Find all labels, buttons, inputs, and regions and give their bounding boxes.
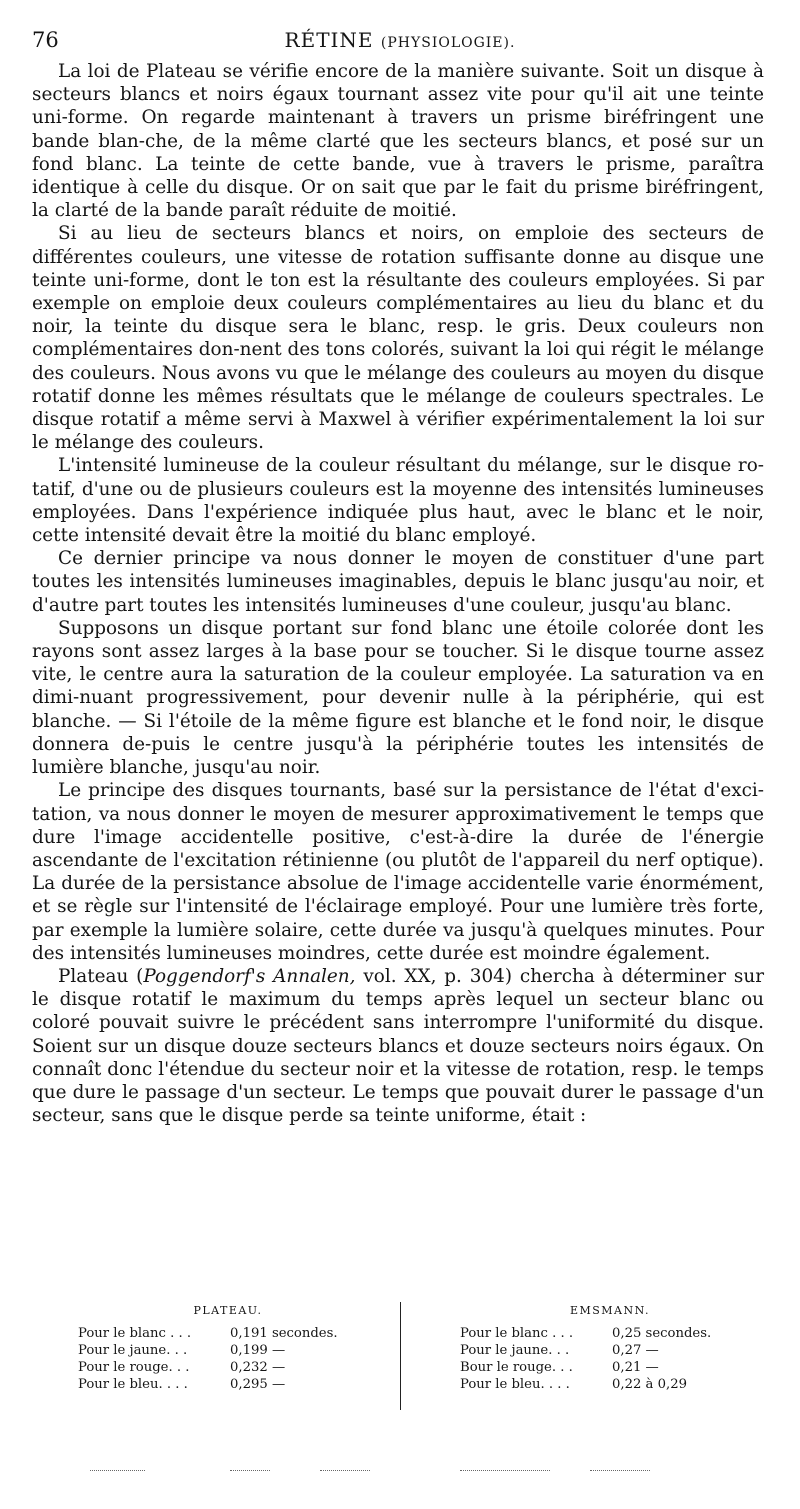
running-head-title: RÉTINE bbox=[284, 28, 374, 52]
row-label: Pour le bleu. . . . bbox=[460, 1377, 570, 1392]
body-text bbox=[32, 60, 764, 1127]
row-label: Pour le jaune. . . bbox=[78, 1343, 188, 1358]
table-row bbox=[460, 1359, 760, 1376]
table-row bbox=[78, 1325, 378, 1342]
paragraph: Supposons un disque portant sur fond blanc une étoile colorée dont les rayons sont assez larges à la base pour se toucher. Si le disque tourne assez vite, le centre aura la saturation de la couleur employée. La saturation va en dimi-nuant progressivement, pour devenir nulle à la périphérie, qui est blanche. — Si l'étoile de la même figure est blanche et le fond noir, le disque donnera de-puis le centre jusqu'à la périphérie toutes les intensités de lumière blanche, jusqu'au noir. bbox=[32, 617, 764, 779]
paragraph-text: vol. XX, p. 304) chercha à déterminer sur le disque rotatif le maximum du temps après lequel un secteur blanc ou coloré pouvait suivre le précédent sans interrompre l'uniformité du disque. Soient sur un disque douze secteurs blancs et douze secteurs noirs égaux. On connaît donc l'étendue du secteur noir et la vitesse de rotation, resp. le temps que dure le passage d'un secteur. Le temps que pouvait durer le passage d'un secteur, sans que le disque perde sa teinte uniforme, était : bbox=[32, 965, 764, 1127]
table-row bbox=[78, 1359, 378, 1376]
column-divider bbox=[400, 1302, 401, 1410]
table-row bbox=[460, 1376, 760, 1393]
row-label: Bour le rouge. . . bbox=[460, 1360, 573, 1375]
paragraph-text: Plateau ( bbox=[58, 965, 144, 987]
paragraph-plateau bbox=[32, 965, 764, 1127]
footer-rule bbox=[90, 1470, 650, 1474]
emsmann-table bbox=[460, 1302, 760, 1393]
row-value: 0,21 — bbox=[612, 1360, 659, 1375]
row-label: Pour le rouge. . . bbox=[78, 1360, 190, 1375]
running-head bbox=[32, 28, 768, 52]
paragraph: Le principe des disques tournants, basé sur la persistance de l'état d'exci-tation, va nous donner le moyen de mesurer approximativement le temps que dure l'image accidentelle positive, c'est-à-dire la durée de l'énergie ascendante de l'excitation rétinienne (ou plutôt de l'appareil du nerf optique). La durée de la persistance absolue de l'image accidentelle varie énormément, et se règle sur l'intensité de l'éclairage employé. Pour une lumière très forte, par exemple la lumière solaire, cette durée va jusqu'à quelques minutes. Pour des intensités lumineuses moindres, cette durée est moindre également. bbox=[32, 780, 764, 964]
row-label: Pour le blanc . . . bbox=[78, 1326, 192, 1341]
row-value: 0,199 — bbox=[230, 1343, 286, 1358]
table-row bbox=[78, 1376, 378, 1393]
row-value: 0,22 à 0,29 bbox=[612, 1377, 687, 1392]
table-row bbox=[460, 1342, 760, 1359]
running-head-subtitle: (PHYSIOLOGIE). bbox=[380, 35, 516, 51]
row-value: 0,295 — bbox=[230, 1377, 286, 1392]
table-heading: EMSMANN. bbox=[569, 1304, 651, 1317]
row-label: Pour le blanc . . . bbox=[460, 1326, 574, 1341]
table-heading: PLATEAU. bbox=[193, 1304, 263, 1317]
row-value: 0,27 — bbox=[612, 1343, 659, 1358]
row-label: Pour le bleu. . . . bbox=[78, 1377, 188, 1392]
row-label: Pour le jaune. . . bbox=[460, 1343, 570, 1358]
row-value: 0,191 secondes. bbox=[230, 1326, 338, 1341]
table-row bbox=[78, 1342, 378, 1359]
row-value: 0,25 secondes. bbox=[612, 1326, 712, 1341]
paragraph: L'intensité lumineuse de la couleur résultant du mélange, sur le disque ro-tatif, d'une ou de plusieurs couleurs est la moyenne des intensités lumineuses employées. Dans l'expérience indiquée plus haut, avec le blanc et le noir, cette intensité devait être la moitié du blanc employé. bbox=[32, 455, 764, 547]
journal-citation: Poggendorf's Annalen, bbox=[143, 965, 356, 987]
paragraph: Si au lieu de secteurs blancs et noirs, on emploie des secteurs de différentes couleurs, une vitesse de rotation suffisante donne au disque une teinte uni-forme, dont le ton est la résultante des couleurs employées. Si par exemple on emploie deux couleurs complémentaires au lieu du blanc et du noir, la teinte du disque sera le blanc, resp. le gris. Deux couleurs non complémentaires don-nent des tons colorés, suivant la loi qui régit le mélange des couleurs. Nous avons vu que le mélange des couleurs au moyen du disque rotatif donne les mêmes résultats que le mélange de couleurs spectrales. Le disque rotatif a même servi à Maxwel à vérifier expérimentalement la loi sur le mélange des couleurs. bbox=[32, 223, 764, 454]
page-number: 76 bbox=[32, 28, 59, 52]
plateau-table bbox=[78, 1302, 378, 1393]
page-header bbox=[32, 24, 768, 54]
row-value: 0,232 — bbox=[230, 1360, 286, 1375]
paragraph: La loi de Plateau se vérifie encore de la manière suivante. Soit un disque à secteurs blancs et noirs égaux tournant assez vite pour qu'il ait une teinte uni-forme. On regarde maintenant à travers un prisme biréfringent une bande blan-che, de la même clarté que les secteurs blancs, et posé sur un fond blanc. La teinte de cette bande, vue à travers le prisme, paraîtra identique à celle du disque. Or on sait que par le fait du prisme biréfringent, la clarté de la bande paraît réduite de moitié. bbox=[32, 61, 764, 222]
table-row bbox=[460, 1325, 760, 1342]
duration-tables bbox=[78, 1302, 768, 1412]
paragraph: Ce dernier principe va nous donner le moyen de constituer d'une part toutes les intensités lumineuses imaginables, depuis le blanc jusqu'au noir, et d'autre part toutes les intensités lumineuses d'une couleur, jusqu'au blanc. bbox=[32, 548, 764, 616]
